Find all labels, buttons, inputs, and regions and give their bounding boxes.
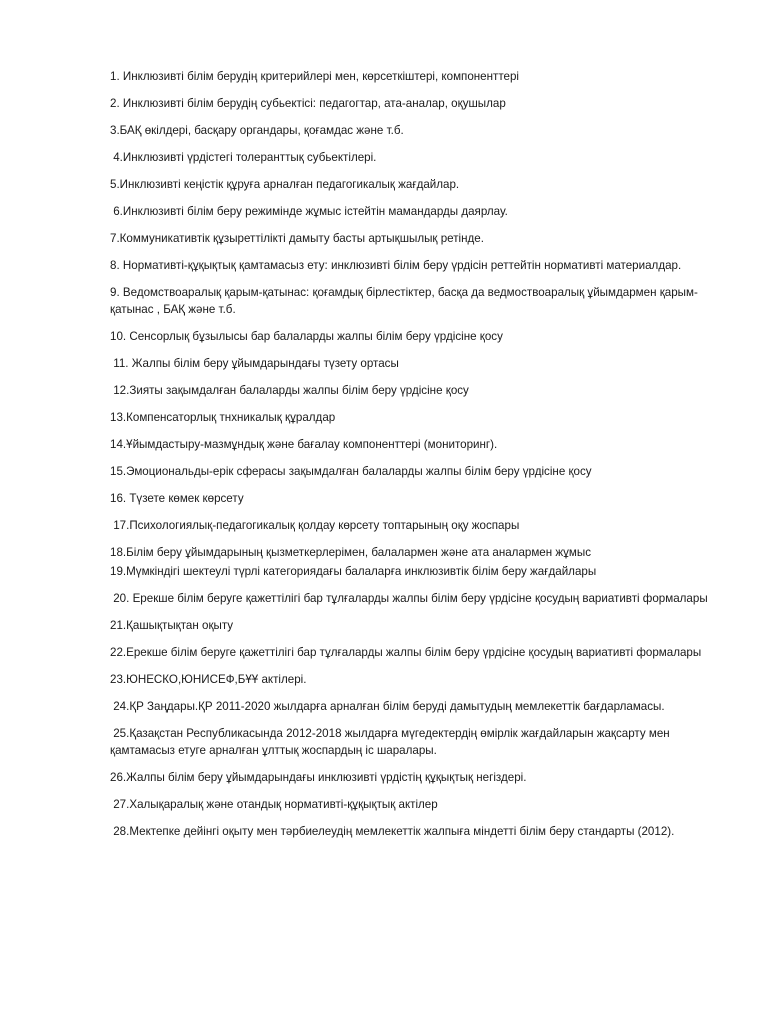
list-item: 20. Ерекше білім беруге қажеттілігі бар тұлғаларды жалпы білім беру үрдісіне қосудың вариативті формалары <box>110 592 708 605</box>
list-item: 1. Инклюзивті білім берудің критерийлері мен, көрсеткіштері, компоненттері <box>110 70 519 83</box>
list-item: 26.Жалпы білім беру ұйымдарындағы инклюзивті үрдістің құқықтық негіздері. <box>110 771 527 784</box>
list-item: 19.Мүмкіндігі шектеулі түрлі категориядағы балаларға инклюзивтік білім беру жағдайлары <box>110 565 597 578</box>
list-item: 4.Инклюзивті үрдістегі толеранттық субьектілері. <box>110 151 377 164</box>
list-item: 23.ЮНЕСКО,ЮНИСЕФ,БҰҰ актілері. <box>110 673 307 686</box>
list-item: 11. Жалпы білім беру ұйымдарындағы түзету ортасы <box>110 357 399 370</box>
list-item: 18.Білім беру ұйымдарының қызметкерлерімен, балалармен және ата аналармен жұмыс <box>110 546 592 559</box>
list-item: 3.БАҚ өкілдері, басқару органдары, қоғамдас және т.б. <box>110 124 404 137</box>
list-item: 6.Инклюзивті білім беру режимінде жұмыс істейтін мамандарды даярлау. <box>110 205 508 218</box>
list-item: 12.Зияты зақымдалған балаларды жалпы білім беру үрдісіне қосу <box>110 384 469 397</box>
list-item: 13.Компенсаторлық тнхникалық құралдар <box>110 411 336 424</box>
list-item: 22.Ерекше білім беруге қажеттілігі бар тұлғаларды жалпы білім беру үрдісіне қосудың вариативті формалары <box>110 646 702 659</box>
list-item: 28.Мектепке дейінгі оқыту мен тәрбиелеудің мемлекеттік жалпыға міндетті білім беру стандарты (2012). <box>110 825 675 838</box>
list-item: 2. Инклюзивті білім берудің субьектісі: педагогтар, ата-аналар, оқушылар <box>110 97 506 110</box>
list-item: 7.Коммуникативтік құзыреттілікті дамыту басты артықшылық ретінде. <box>110 232 484 245</box>
list-item: 16. Түзете көмек көрсету <box>110 492 244 505</box>
list-item: 9. Ведомствоаралық қарым-қатынас: қоғамдық бірлестіктер, басқа да ведмоствоаралық ұйымдармен қарым-қатынас , БАҚ және т.б. <box>110 286 698 316</box>
list-item: 8. Нормативті-құқықтық қамтамасыз ету: инклюзивті білім беру үрдісін реттейтін нормативті материалдар. <box>110 259 682 272</box>
list-item: 25.Қазақстан Республикасында 2012-2018 жылдарға мүгедектердің өмірлік жағдайларын жақсарту мен қамтамасыз етуге арналған ұлттық жоспардың іс шаралары. <box>110 727 673 757</box>
document-body <box>110 68 722 850</box>
list-item: 27.Халықаралық және отандық нормативті-құқықтық актілер <box>110 798 438 811</box>
list-item: 10. Сенсорлық бұзылысы бар балаларды жалпы білім беру үрдісіне қосу <box>110 330 503 343</box>
list-item: 24.ҚР Заңдары.ҚР 2011-2020 жылдарға арналған білім беруді дамытудың мемлекеттік бағдарламасы. <box>110 700 665 713</box>
list-item: 15.Эмоциональды-ерік сферасы зақымдалған балаларды жалпы білім беру үрдісіне қосу <box>110 465 592 478</box>
list-item: 5.Инклюзивті кеңістік құруға арналған педагогикалық жағдайлар. <box>110 178 460 191</box>
list-item: 21.Қашықтықтан оқыту <box>110 619 234 632</box>
list-item: 17.Психологиялық-педагогикалық қолдау көрсету топтарының оқу жоспары <box>110 519 520 532</box>
list-item: 14.Ұйымдастыру-мазмұндық және бағалау компоненттері (мониторинг). <box>110 438 498 451</box>
